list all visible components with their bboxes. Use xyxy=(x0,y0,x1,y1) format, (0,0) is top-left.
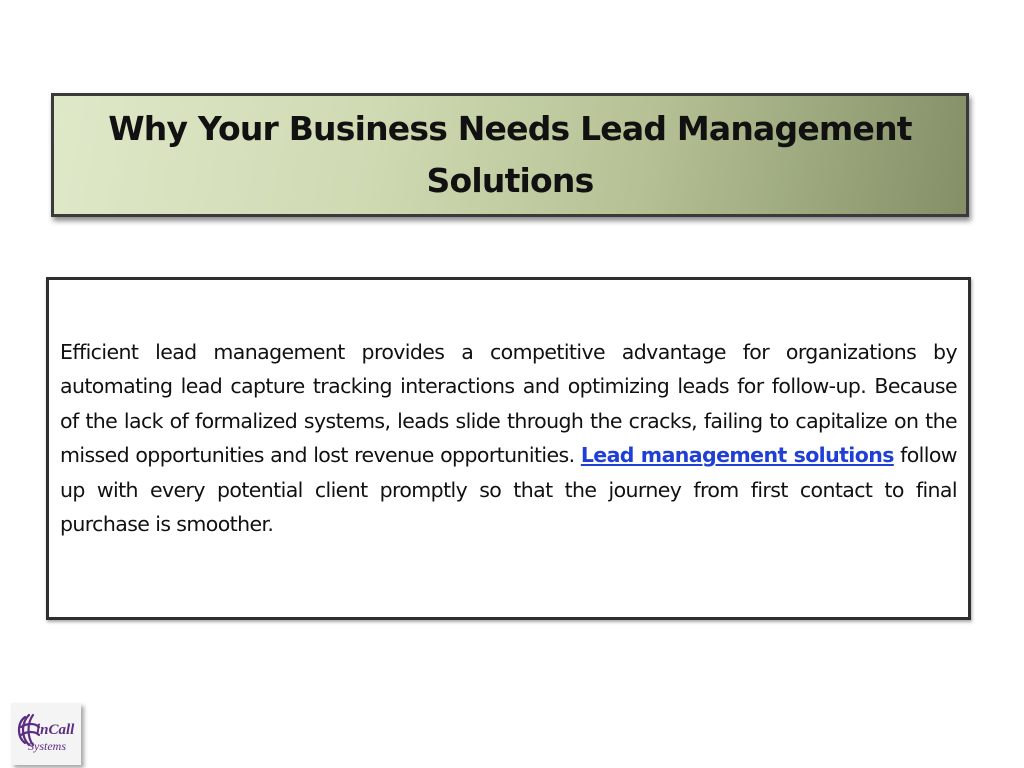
content-box xyxy=(46,277,971,620)
incall-logo xyxy=(11,703,81,765)
body-paragraph xyxy=(60,335,957,541)
logo-line1: inCall xyxy=(36,722,75,738)
slide-title: Why Your Business Needs Lead Management Solutions xyxy=(108,109,912,200)
body-text-before: Efficient lead management provides a competitive advantage for organizations by automating lead capture tracking interactions and optimizing leads for follow-up. Because of the lack of formalized systems, leads slide through the cracks, failing to capitalize on the missed opportunities and lost revenue opportunities. xyxy=(60,340,957,468)
lead-management-link[interactable]: Lead management solutions xyxy=(580,443,894,468)
body-text-after: follow up with every potential client promptly so that the journey from first contact to final purchase is smoother. xyxy=(60,443,957,537)
logo-line2: Systems xyxy=(28,739,66,753)
globe-swirl-icon xyxy=(11,703,81,765)
title-box xyxy=(51,93,969,217)
